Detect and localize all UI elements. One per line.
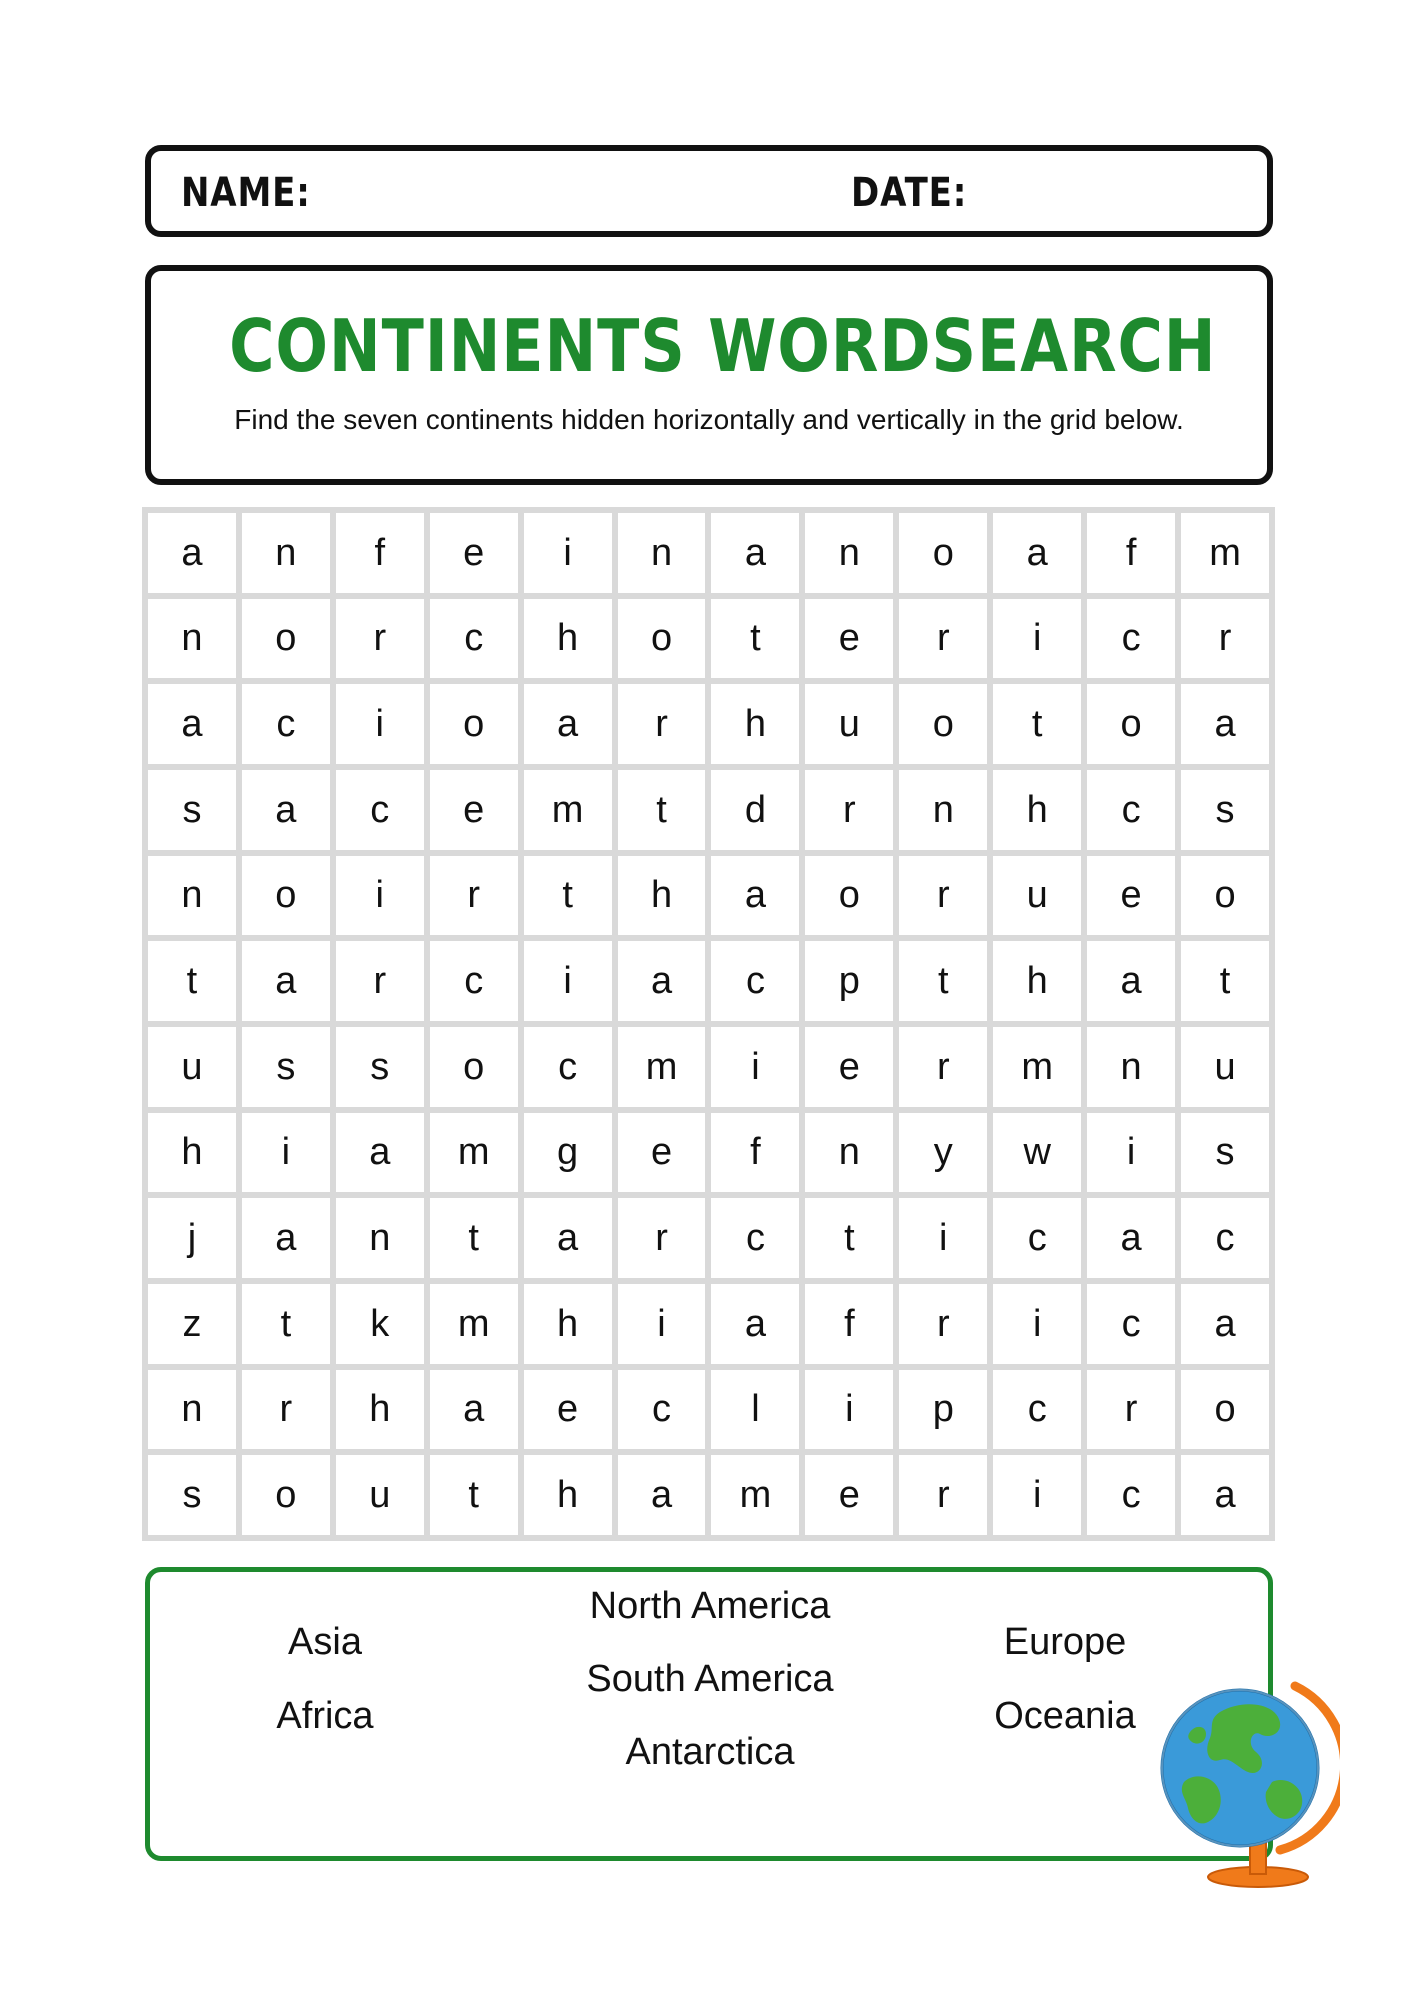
word-africa: Africa [276, 1695, 374, 1737]
grid-cell: o [430, 1027, 518, 1107]
grid-cell: a [711, 513, 799, 593]
grid-cell: t [430, 1198, 518, 1278]
grid-cell: c [430, 941, 518, 1021]
grid-cell: o [1087, 684, 1175, 764]
letter-grid [142, 507, 1275, 1541]
grid-cell: r [242, 1370, 330, 1450]
grid-cell: w [993, 1113, 1081, 1193]
grid-cell: o [430, 684, 518, 764]
grid-cell: a [1181, 1284, 1269, 1364]
grid-cell: a [242, 941, 330, 1021]
grid-cell: t [242, 1284, 330, 1364]
grid-cell: h [524, 599, 612, 679]
grid-cell: o [1181, 856, 1269, 936]
grid-cell: a [430, 1370, 518, 1450]
grid-cell: a [524, 684, 612, 764]
grid-cell: c [711, 1198, 799, 1278]
grid-cell: i [993, 1455, 1081, 1535]
grid-cell: c [1087, 599, 1175, 679]
grid-cell: a [993, 513, 1081, 593]
grid-cell: a [1181, 684, 1269, 764]
grid-cell: r [899, 1284, 987, 1364]
grid-cell: a [148, 684, 236, 764]
grid-cell: h [524, 1455, 612, 1535]
grid-cell: i [993, 599, 1081, 679]
grid-cell: m [711, 1455, 799, 1535]
grid-cell: u [148, 1027, 236, 1107]
grid-cell: s [242, 1027, 330, 1107]
grid-cell: y [899, 1113, 987, 1193]
grid-cell: c [430, 599, 518, 679]
grid-cell: c [711, 941, 799, 1021]
instructions-text: Find the seven continents hidden horizontally and vertically in the grid below. [234, 404, 1184, 435]
grid-cell: j [148, 1198, 236, 1278]
worksheet-title: CONTINENTS WORDSEARCH [229, 304, 1217, 388]
name-label: NAME: [181, 170, 311, 216]
grid-cell: c [1087, 770, 1175, 850]
word-list-box [145, 1567, 1273, 1861]
grid-cell: g [524, 1113, 612, 1193]
grid-cell: h [993, 770, 1081, 850]
grid-cell: f [805, 1284, 893, 1364]
word-oceania: Oceania [994, 1695, 1136, 1737]
grid-cell: a [148, 513, 236, 593]
grid-cell: r [336, 941, 424, 1021]
grid-cell: m [993, 1027, 1081, 1107]
grid-cell: l [711, 1370, 799, 1450]
grid-cell: m [430, 1284, 518, 1364]
grid-cell: r [618, 1198, 706, 1278]
grid-cell: s [1181, 1113, 1269, 1193]
grid-cell: n [899, 770, 987, 850]
grid-cell: r [618, 684, 706, 764]
grid-cell: i [336, 856, 424, 936]
grid-cell: u [993, 856, 1081, 936]
grid-cell: m [1181, 513, 1269, 593]
date-label: DATE: [851, 170, 968, 216]
grid-cell: n [242, 513, 330, 593]
grid-cell: s [148, 770, 236, 850]
grid-cell: r [336, 599, 424, 679]
grid-cell: k [336, 1284, 424, 1364]
grid-cell: o [805, 856, 893, 936]
grid-cell: r [1181, 599, 1269, 679]
grid-cell: r [899, 856, 987, 936]
grid-cell: f [336, 513, 424, 593]
grid-cell: i [618, 1284, 706, 1364]
grid-cell: e [1087, 856, 1175, 936]
grid-cell: n [148, 599, 236, 679]
grid-cell: h [618, 856, 706, 936]
word-antarctica: Antarctica [625, 1731, 795, 1773]
word-europe: Europe [1003, 1621, 1127, 1663]
grid-cell: r [1087, 1370, 1175, 1450]
grid-cell: r [899, 1455, 987, 1535]
grid-cell: t [805, 1198, 893, 1278]
grid-cell: t [899, 941, 987, 1021]
grid-cell: z [148, 1284, 236, 1364]
grid-cell: c [1087, 1284, 1175, 1364]
grid-cell: h [993, 941, 1081, 1021]
grid-cell: a [242, 770, 330, 850]
grid-cell: o [899, 513, 987, 593]
grid-cell: c [1181, 1198, 1269, 1278]
grid-cell: o [242, 1455, 330, 1535]
grid-cell: e [805, 1027, 893, 1107]
grid-cell: c [524, 1027, 612, 1107]
grid-cell: u [336, 1455, 424, 1535]
grid-cell: t [524, 856, 612, 936]
grid-cell: o [618, 599, 706, 679]
grid-cell: i [524, 513, 612, 593]
grid-cell: n [148, 1370, 236, 1450]
grid-cell: a [1087, 941, 1175, 1021]
grid-cell: i [336, 684, 424, 764]
grid-cell: a [711, 1284, 799, 1364]
grid-cell: t [618, 770, 706, 850]
grid-cell: i [805, 1370, 893, 1450]
grid-cell: e [430, 770, 518, 850]
word-north-america: North America [589, 1585, 831, 1627]
grid-cell: n [336, 1198, 424, 1278]
grid-cell: a [618, 1455, 706, 1535]
grid-cell: f [711, 1113, 799, 1193]
grid-cell: e [618, 1113, 706, 1193]
grid-cell: u [1181, 1027, 1269, 1107]
grid-cell: n [618, 513, 706, 593]
grid-cell: c [993, 1198, 1081, 1278]
grid-cell: r [899, 599, 987, 679]
grid-cell: a [524, 1198, 612, 1278]
grid-cell: m [430, 1113, 518, 1193]
word-south-america: South America [586, 1658, 834, 1700]
grid-cell: p [899, 1370, 987, 1450]
grid-cell: e [524, 1370, 612, 1450]
grid-cell: m [618, 1027, 706, 1107]
grid-cell: d [711, 770, 799, 850]
grid-cell: i [524, 941, 612, 1021]
grid-cell: o [242, 599, 330, 679]
grid-cell: e [805, 599, 893, 679]
grid-cell: i [242, 1113, 330, 1193]
grid-cell: c [618, 1370, 706, 1450]
grid-cell: n [148, 856, 236, 936]
grid-cell: s [1181, 770, 1269, 850]
grid-cell: o [899, 684, 987, 764]
grid-cell: c [1087, 1455, 1175, 1535]
grid-cell: o [1181, 1370, 1269, 1450]
grid-cell: n [805, 513, 893, 593]
grid-cell: o [242, 856, 330, 936]
grid-cell: n [805, 1113, 893, 1193]
grid-cell: i [711, 1027, 799, 1107]
grid-cell: s [148, 1455, 236, 1535]
grid-cell: t [993, 684, 1081, 764]
grid-cell: a [1181, 1455, 1269, 1535]
grid-cell: n [1087, 1027, 1175, 1107]
grid-cell: r [805, 770, 893, 850]
grid-cell: e [430, 513, 518, 593]
grid-cell: h [148, 1113, 236, 1193]
name-date-box [145, 145, 1273, 237]
grid-cell: e [805, 1455, 893, 1535]
word-asia: Asia [288, 1621, 362, 1663]
grid-cell: t [430, 1455, 518, 1535]
grid-cell: u [805, 684, 893, 764]
grid-cell: h [524, 1284, 612, 1364]
grid-cell: i [1087, 1113, 1175, 1193]
grid-cell: s [336, 1027, 424, 1107]
grid-cell: m [524, 770, 612, 850]
grid-cell: a [618, 941, 706, 1021]
grid-cell: c [336, 770, 424, 850]
grid-cell: f [1087, 513, 1175, 593]
grid-cell: c [242, 684, 330, 764]
grid-cell: a [1087, 1198, 1175, 1278]
grid-cell: p [805, 941, 893, 1021]
grid-cell: r [430, 856, 518, 936]
grid-cell: a [336, 1113, 424, 1193]
grid-cell: a [711, 856, 799, 936]
grid-cell: t [1181, 941, 1269, 1021]
grid-cell: h [711, 684, 799, 764]
grid-cell: h [336, 1370, 424, 1450]
grid-cell: i [993, 1284, 1081, 1364]
grid-cell: r [899, 1027, 987, 1107]
grid-cell: a [242, 1198, 330, 1278]
grid-cell: t [148, 941, 236, 1021]
title-box [145, 265, 1273, 485]
grid-cell: i [899, 1198, 987, 1278]
grid-cell: c [993, 1370, 1081, 1450]
globe-icon [1160, 1672, 1340, 1890]
grid-cell: t [711, 599, 799, 679]
